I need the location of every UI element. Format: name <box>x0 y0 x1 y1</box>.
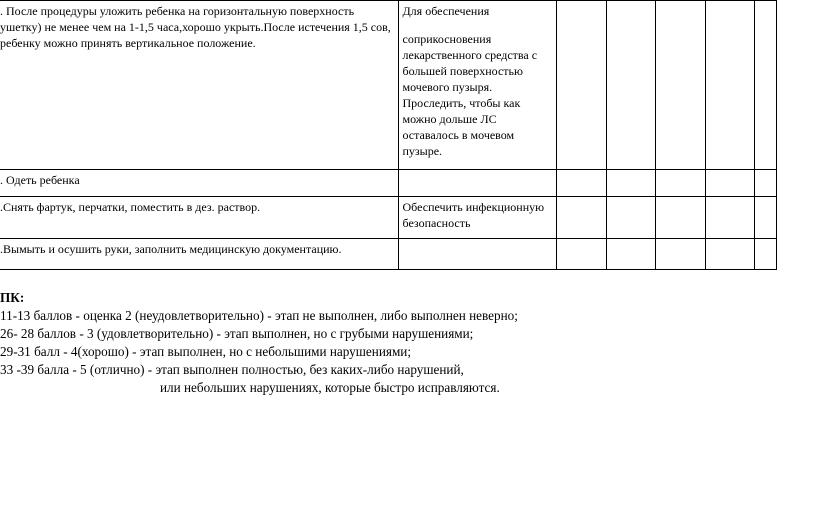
legend-line: 26- 28 баллов - 3 (удовлетворительно) - этап выполнен, но с грубыми нарушениями; <box>0 326 474 341</box>
score-cell <box>754 1 776 170</box>
step-cell <box>0 1 398 170</box>
score-cell <box>705 239 754 270</box>
step-text: . После процедуры уложить ребенка на горизонтальную поверхность ушетку) не менее чем на 1-1,5 часа,хорошо укрыть.После истечения 1,5 сов, ребенку можно принять вертикальное положение. <box>0 4 391 50</box>
legend-line: 11-13 баллов - оценка 2 (неудовлетворительно) - этап не выполнен, либо выполнен неверно; <box>0 308 518 323</box>
score-cell <box>606 170 655 197</box>
score-cell <box>705 197 754 239</box>
score-cell <box>556 170 606 197</box>
score-cell <box>705 1 754 170</box>
reason-text-first: Для обеспечения <box>402 4 490 18</box>
table-row <box>0 1 776 170</box>
step-cell <box>0 170 398 197</box>
step-cell <box>0 197 398 239</box>
step-text: . Одеть ребенка <box>0 173 80 187</box>
step-text: .Снять фартук, перчатки, поместить в дез. раствор. <box>0 200 261 214</box>
score-cell <box>556 1 606 170</box>
reason-text-rest: соприкосновения лекарственного средства с большей поверхностью мочевого пузыря. Проследить, чтобы как можно дольше ЛС оставалось в мочевом пузыре. <box>402 32 538 158</box>
score-cell <box>556 197 606 239</box>
table-row <box>0 239 776 270</box>
table-row <box>0 170 776 197</box>
reason-cell <box>398 239 556 270</box>
legend-title: ПК: <box>0 290 25 305</box>
score-cell <box>754 239 776 270</box>
procedure-table <box>0 0 777 270</box>
reason-cell <box>398 170 556 197</box>
score-cell <box>655 170 705 197</box>
score-cell <box>606 1 655 170</box>
score-cell <box>655 197 705 239</box>
score-cell <box>754 197 776 239</box>
score-cell <box>556 239 606 270</box>
reason-text: Обеспечить инфекционную безопасность <box>402 200 545 230</box>
table-row <box>0 197 776 239</box>
legend-line: 29-31 балл - 4(хорошо) - этап выполнен, но с небольшими нарушениями; <box>0 344 412 359</box>
step-cell <box>0 239 398 270</box>
score-cell <box>606 197 655 239</box>
score-cell <box>655 1 705 170</box>
step-text: .Вымыть и осушить руки, заполнить медицинскую документацию. <box>0 242 342 256</box>
scoring-legend <box>0 289 518 397</box>
score-cell <box>754 170 776 197</box>
score-cell <box>655 239 705 270</box>
legend-line: или небольших нарушениях, которые быстро исправляются. <box>160 380 500 395</box>
legend-line: 33 -39 балла - 5 (отлично) - этап выполнен полностью, без каких-либо нарушений, <box>0 362 464 377</box>
score-cell <box>705 170 754 197</box>
reason-cell <box>398 197 556 239</box>
reason-cell <box>398 1 556 170</box>
score-cell <box>606 239 655 270</box>
